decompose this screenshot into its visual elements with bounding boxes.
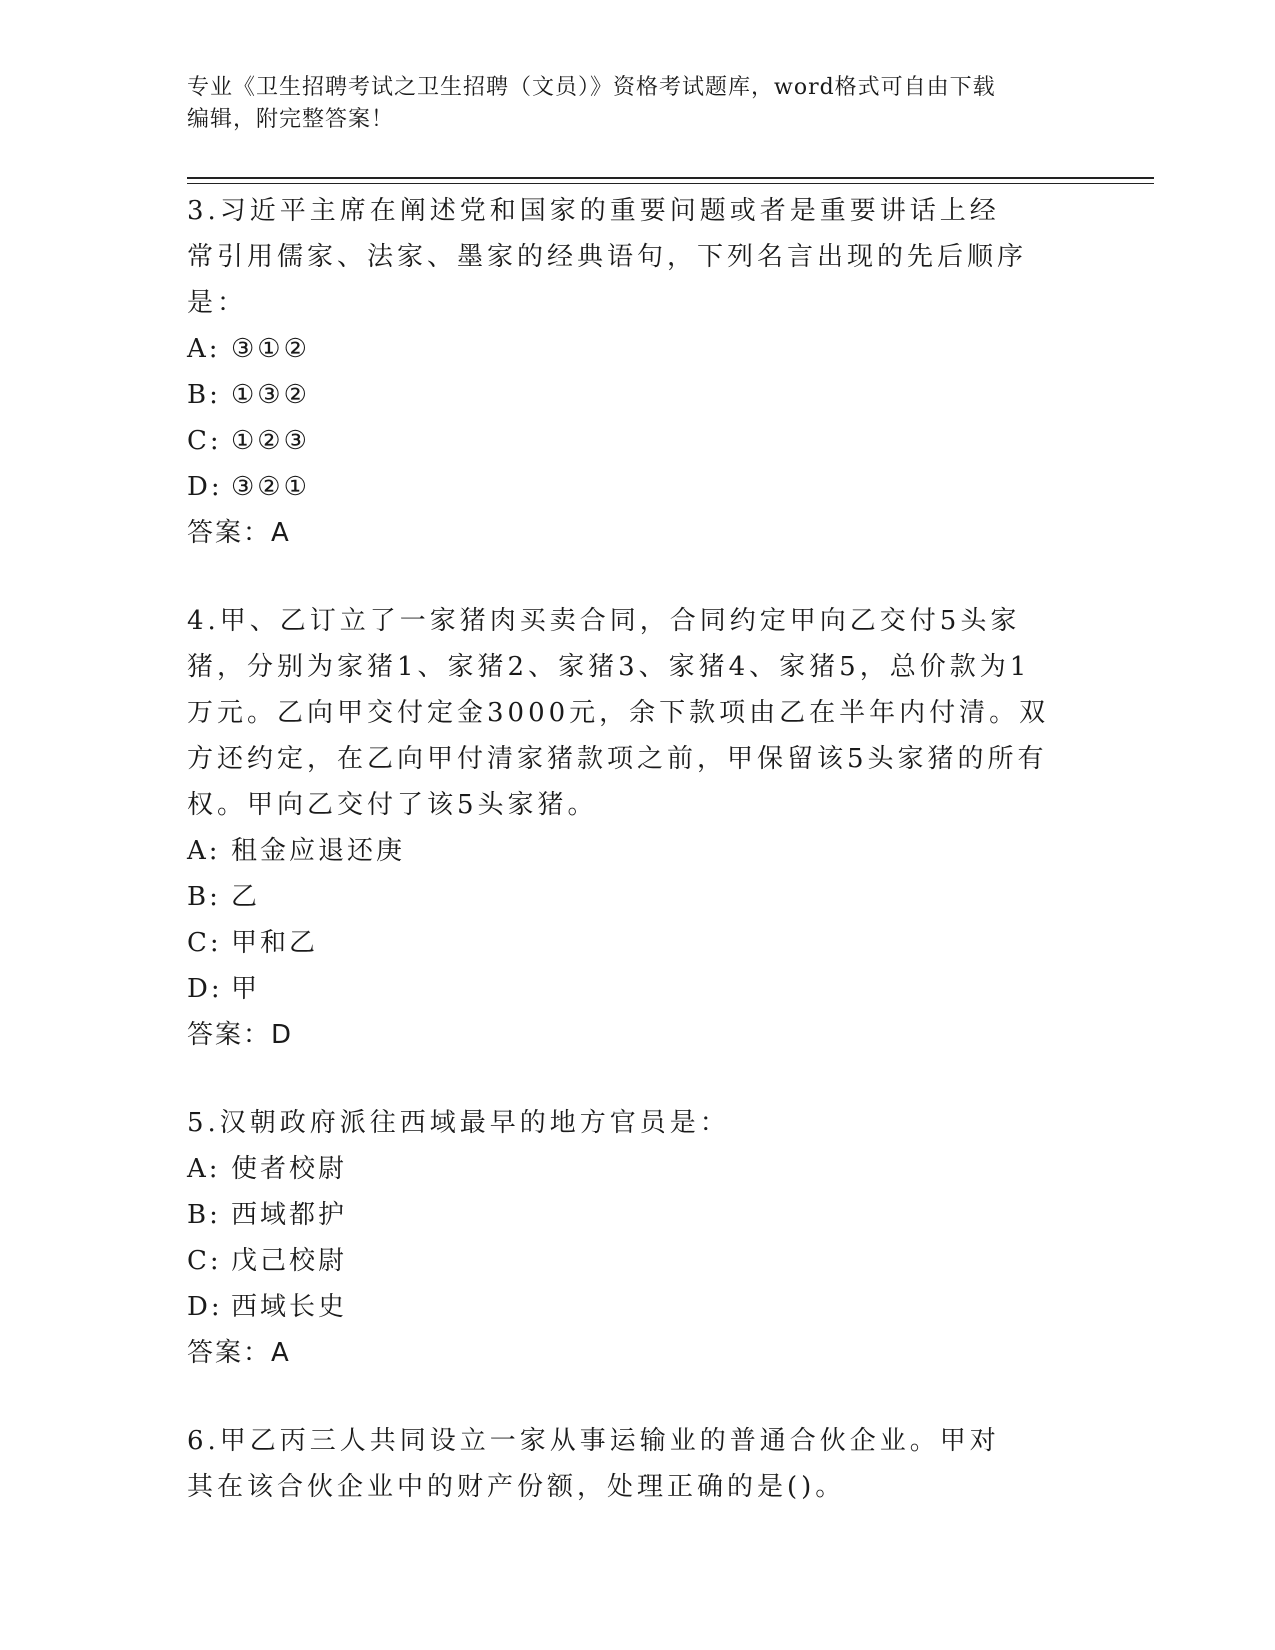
- question-4: [187, 598, 1087, 1058]
- option-c: [187, 418, 1087, 464]
- question-3: [187, 188, 1087, 556]
- option-key: D:: [187, 1292, 223, 1322]
- answer-line: 答案：A: [187, 1338, 291, 1368]
- answer-line: 答案：A: [187, 518, 291, 548]
- option-d: [187, 1284, 1087, 1330]
- question-6: [187, 1418, 1087, 1510]
- question-5: [187, 1100, 1087, 1376]
- option-c: [187, 1238, 1087, 1284]
- option-text: ③①②: [231, 334, 310, 364]
- answer-line: 答案：D: [187, 1020, 294, 1050]
- option-a: [187, 1146, 1087, 1192]
- option-text: 西域长史: [231, 1292, 348, 1322]
- header-line-2: 编辑，附完整答案！: [187, 107, 395, 132]
- option-b: [187, 874, 1087, 920]
- option-b: [187, 372, 1087, 418]
- option-text: 甲和乙: [231, 928, 319, 958]
- option-d: [187, 966, 1087, 1012]
- option-key: B:: [187, 1200, 221, 1230]
- option-text: 租金应退还庚: [231, 836, 406, 866]
- option-key: C:: [187, 426, 222, 456]
- question-stem: 3.习近平主席在阐述党和国家的重要问题或者是重要讲话上经常引用儒家、法家、墨家的经典语句，下列名言出现的先后顺序是：: [187, 196, 1028, 318]
- option-text: ①③②: [231, 380, 310, 410]
- option-text: 乙: [231, 882, 261, 912]
- option-text: 西域都护: [231, 1200, 348, 1230]
- option-key: D:: [187, 974, 223, 1004]
- option-d: [187, 464, 1087, 510]
- option-key: A:: [187, 836, 221, 866]
- header-line-1: 专业《卫生招聘考试之卫生招聘（文员）》资格考试题库，word格式可自由下载: [187, 75, 996, 100]
- option-key: C:: [187, 928, 222, 958]
- question-stem: 5.汉朝政府派往西域最早的地方官员是：: [187, 1108, 730, 1138]
- question-list: [187, 188, 1087, 1552]
- option-a: [187, 326, 1087, 372]
- header-divider-thick: [187, 177, 1154, 179]
- option-key: C:: [187, 1246, 222, 1276]
- question-stem: 6.甲乙丙三人共同设立一家从事运输业的普通合伙企业。甲对其在该合伙企业中的财产份额，处理正确的是()。: [187, 1426, 1000, 1502]
- option-key: B:: [187, 882, 221, 912]
- option-c: [187, 920, 1087, 966]
- option-key: D:: [187, 472, 223, 502]
- option-text: 戊己校尉: [231, 1246, 348, 1276]
- option-text: ①②③: [231, 426, 310, 456]
- option-text: 甲: [231, 974, 261, 1004]
- header-divider-thin: [187, 183, 1154, 184]
- option-key: B:: [187, 380, 221, 410]
- option-key: A:: [187, 1154, 221, 1184]
- option-text: 使者校尉: [231, 1154, 348, 1184]
- document-header: [187, 72, 1067, 136]
- option-a: [187, 828, 1087, 874]
- option-key: A:: [187, 334, 221, 364]
- question-stem: 4.甲、乙订立了一家猪肉买卖合同，合同约定甲向乙交付5头家猪，分别为家猪1、家猪2、家猪3、家猪4、家猪5，总价款为1万元。乙向甲交付定金3000元，余下款项由乙在半年内付清。双方还约定，在乙向甲付清家猪款项之前，甲保留该5头家猪的所有权。甲向乙交付了该5头家猪。: [187, 606, 1050, 820]
- option-text: ③②①: [231, 472, 310, 502]
- option-b: [187, 1192, 1087, 1238]
